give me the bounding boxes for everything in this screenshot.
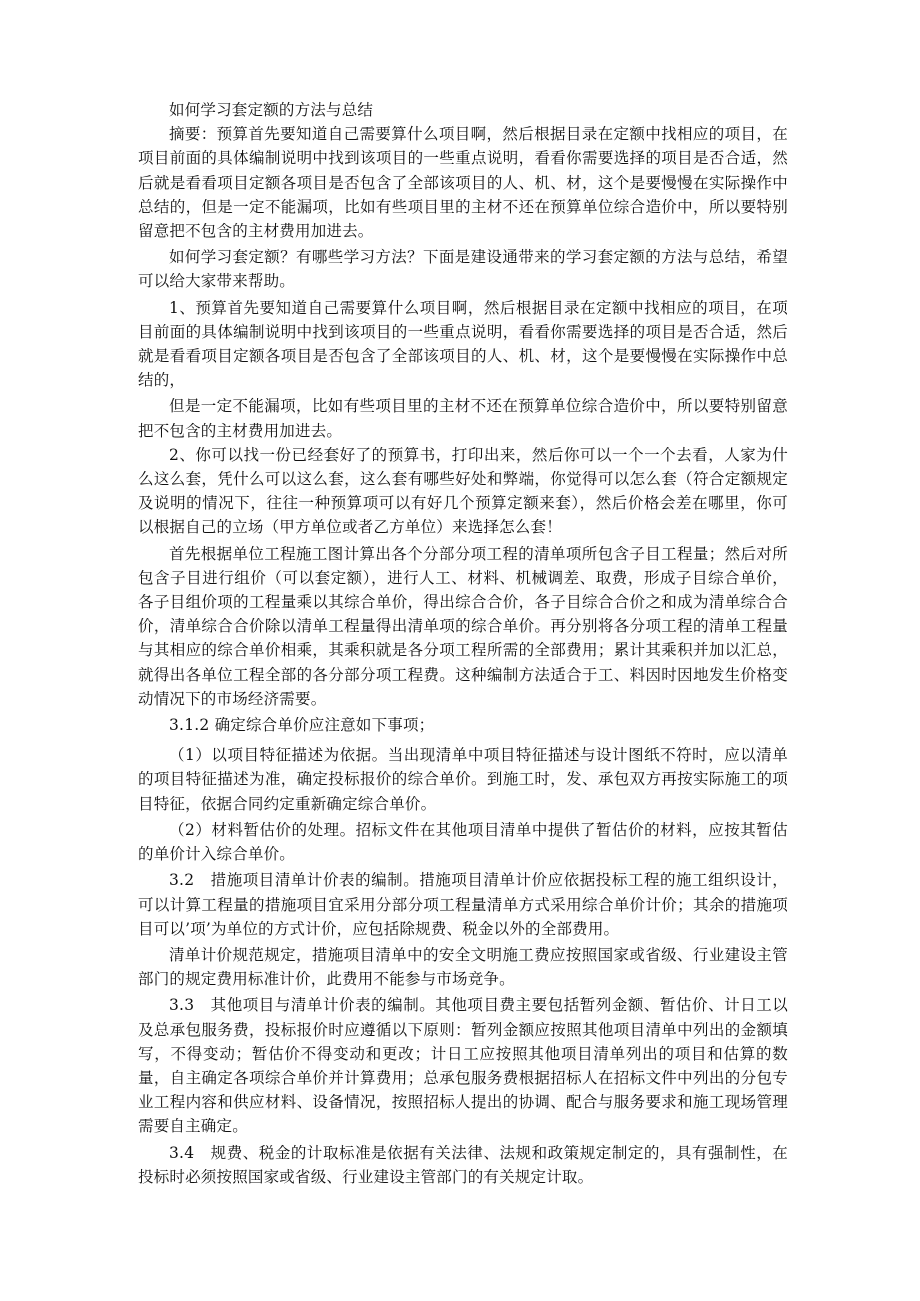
section-3-4-paragraph: 3.4 规费、税金的计取标准是依据有关法律、法规和政策规定制定的，具有强制性，在投标时必须按照国家或省级、行业建设主管部门的有关规定计取。	[138, 1143, 788, 1186]
document-title: 如何学习套定额的方法与总结	[169, 101, 374, 119]
section-3-3-paragraph: 3.3 其他项目与清单计价表的编制。其他项目费主要包括暂列金额、暂估价、计日工以及总承包服务费，投标报价时应遵循以下原则：暂列金额应按照其他项目清单中列出的金额填写，不得变动；暂估价不得变动和更改；计日工应按照其他项目清单列出的项目和估算的数量，自主确定各项综合单价并计算费用；总承包服务费根据招标人在招标文件中列出的分包专业工程内容和供应材料、设备情况，按照招标人提出的协调、配合与服务要求和施工现场管理需要自主确定。	[138, 996, 788, 1136]
item-1-paragraph: （1）以项目特征描述为依据。当出现清单中项目特征描述与设计图纸不符时，应以清单的项目特征描述为准，确定投标报价的综合单价。到施工时，发、承包双方再按实际施工的项目特征，依据合同约定重新确定综合单价。	[138, 746, 788, 813]
abstract-paragraph: 摘要：预算首先要知道自己需要算什么项目啊，然后根据目录在定额中找相应的项目，在项目前面的具体编制说明中找到该项目的一些重点说明，看看你需要选择的项目是否合适，然后就是看看项目定额各项目是否包含了全部该项目的人、机、材，这个是要慢慢在实际操作中总结的，但是一定不能漏项，比如有些项目里的主材不还在预算单位综合造价中，所以要特别留意把不包含的主材费用加进去。	[138, 125, 788, 241]
document-body	[138, 98, 788, 1189]
section-3-2-paragraph: 3.2 措施项目清单计价表的编制。措施项目清单计价应依据投标工程的施工组织设计，可以计算工程量的措施项目宜采用分部分项工程量清单方式采用综合单价计价；其余的措施项目可以’项’为单位的方式计价，应包括除规费、税金以外的全部费用。	[138, 871, 788, 938]
safety-fee-paragraph: 清单计价规范规定，措施项目清单中的安全文明施工费应按照国家或省级、行业建设主管部门的规定费用标准计价，此费用不能参与市场竞争。	[138, 945, 788, 989]
point-1-paragraph: 1、预算首先要知道自己需要算什么项目啊，然后根据目录在定额中找相应的项目，在项目前面的具体编制说明中找到该项目的一些重点说明，看看你需要选择的项目是否合适，然后就是看看项目定额各项目是否包含了全部该项目的人、机、材，这个是要慢慢在实际操作中总结的，	[138, 298, 788, 390]
unit-price-method-paragraph: 首先根据单位工程施工图计算出各个分部分项工程的清单项所包含子目工程量；然后对所包含子目进行组价（可以套定额），进行人工、材料、机械调差、取费，形成子目综合单价，各子目组价项的工程量乘以其综合单价，得出综合合价，各子目综合合价之和成为清单综合合价，清单综合合价除以清单工程量得出清单项的综合单价。再分别将各分项工程的清单工程量与其相应的综合单价相乘，其乘积就是各分项工程所需的全部费用；累计其乘积并加以汇总，就得出各单位工程全部的各分部分项工程费。这种编制方法适合于工、料因时因地发生价格变动情况下的市场经济需要。	[138, 544, 788, 708]
section-3-1-2-heading: 3.1.2 确定综合单价应注意如下事项；	[169, 716, 435, 735]
intro-paragraph: 如何学习套定额？有哪些学习方法？下面是建设通带来的学习套定额的方法与总结，希望可以给大家带来帮助。	[138, 248, 788, 291]
item-2-paragraph: （2）材料暂估价的处理。招标文件在其他项目清单中提供了暂估价的材料，应按其暂估的单价计入综合单价。	[138, 820, 788, 864]
point-2-paragraph: 2、你可以找一份已经套好了的预算书，打印出来，然后你可以一个一个去看，人家为什么这么套，凭什么可以这么套，这么套有哪些好处和弊端，你觉得可以怎么套（符合定额规定及说明的情况下，往往一种预算项可以有好几个预算定额来套），然后价格会差在哪里，你可以根据自己的立场（甲方单位或者乙方单位）来选择怎么套！	[138, 445, 788, 537]
point-1-continued-paragraph: 但是一定不能漏项，比如有些项目里的主材不还在预算单位综合造价中，所以要特别留意把不包含的主材费用加进去。	[138, 397, 788, 440]
